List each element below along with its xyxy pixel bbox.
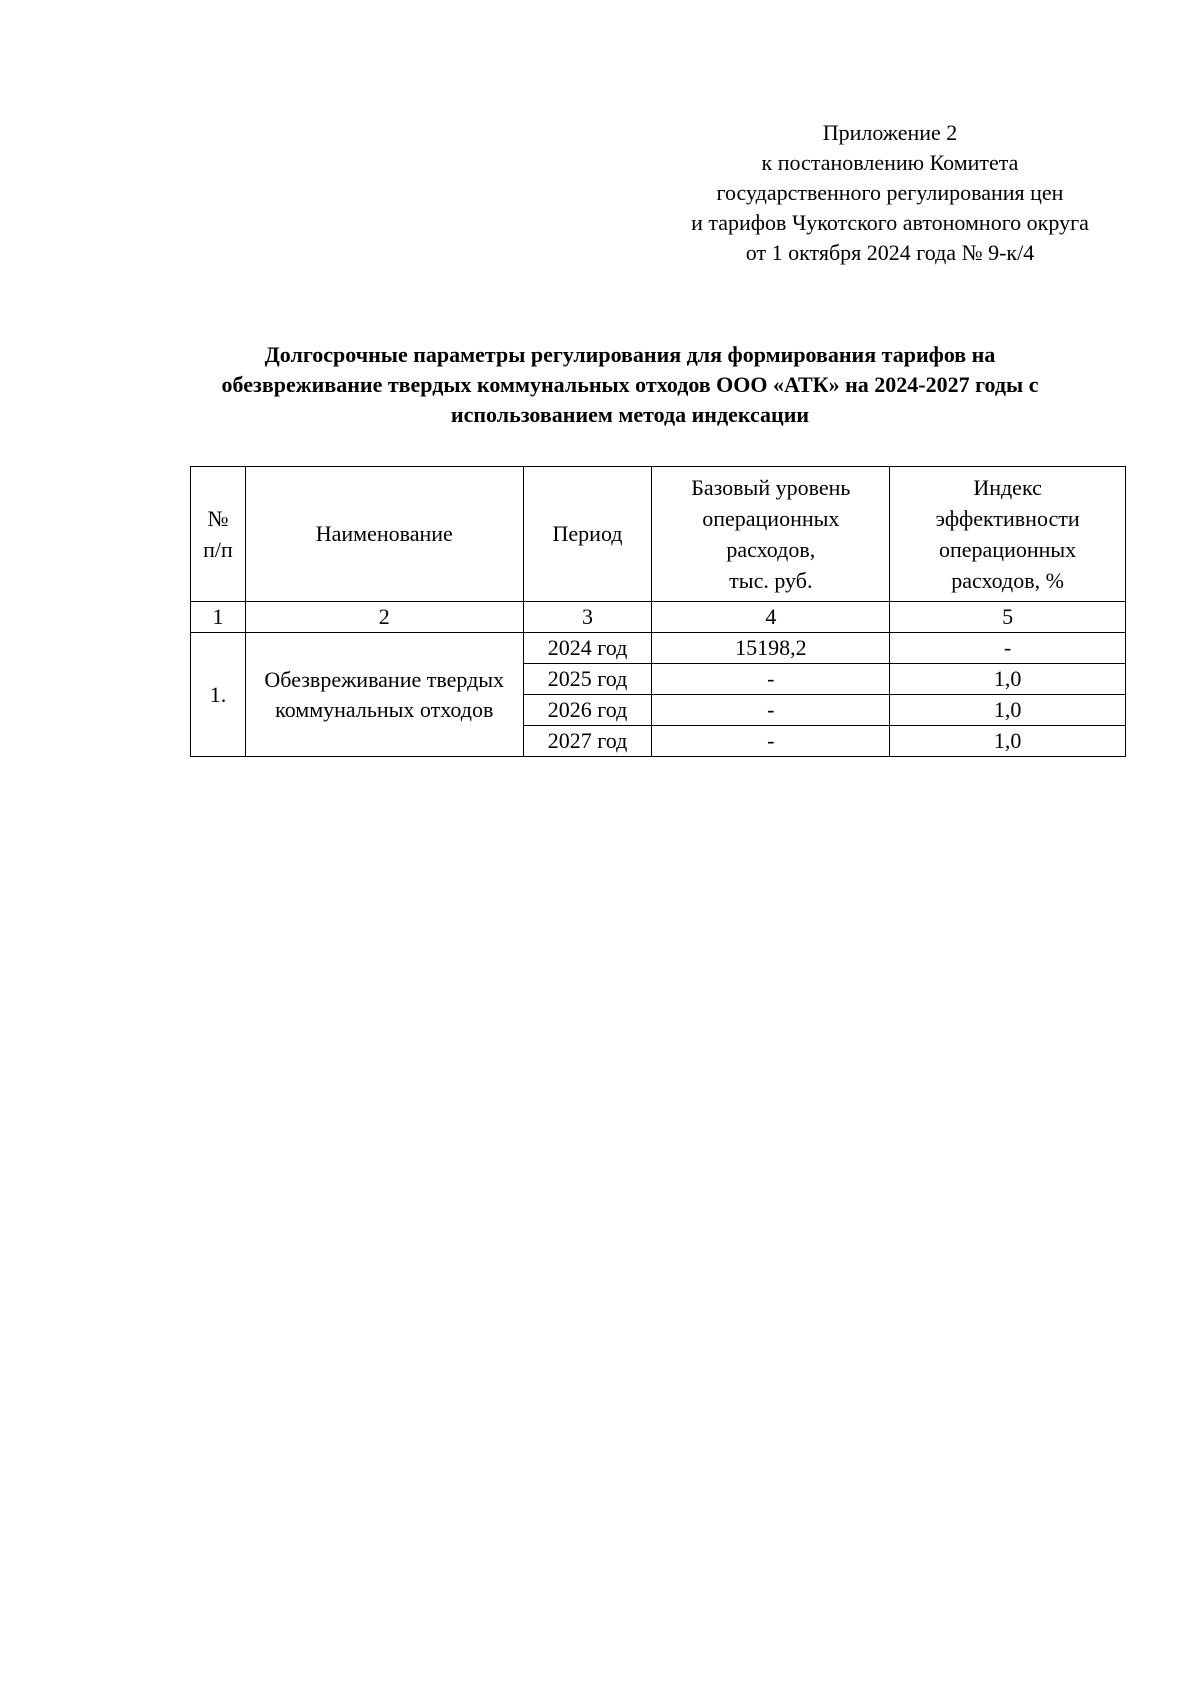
base-level-cell: -: [652, 726, 890, 757]
column-number: 3: [523, 602, 652, 633]
column-number: 4: [652, 602, 890, 633]
title-line: Долгосрочные параметры регулирования для формирования тарифов на: [264, 342, 996, 367]
appendix-header: [665, 118, 1115, 268]
table-row: [191, 633, 1126, 664]
appendix-line: к постановлению Комитета: [761, 150, 1019, 175]
period-cell: 2024 год: [523, 633, 652, 664]
parameters-table: [190, 466, 1126, 757]
base-level-cell: 15198,2: [652, 633, 890, 664]
item-name: Обезвреживание твердых коммунальных отходов: [245, 633, 523, 757]
column-number: 2: [245, 602, 523, 633]
appendix-line: Приложение 2: [822, 120, 958, 145]
appendix-line: и тарифов Чукотского автономного округа: [691, 210, 1089, 235]
period-cell: 2026 год: [523, 695, 652, 726]
column-number: 1: [191, 602, 246, 633]
period-cell: 2027 год: [523, 726, 652, 757]
appendix-line: государственного регулирования цен: [716, 180, 1064, 205]
column-number-row: [191, 602, 1126, 633]
efficiency-index-cell: 1,0: [890, 664, 1126, 695]
column-number: 5: [890, 602, 1126, 633]
table-header-row: [191, 467, 1126, 602]
efficiency-index-cell: 1,0: [890, 726, 1126, 757]
header-base-level: Базовый уровень операционных расходов, тыс. руб.: [652, 467, 890, 602]
header-num: № п/п: [191, 467, 246, 602]
document-title: [150, 340, 1110, 430]
base-level-cell: -: [652, 664, 890, 695]
title-line: обезвреживание твердых коммунальных отходов ООО «АТК» на 2024-2027 годы с: [221, 372, 1039, 397]
base-level-cell: -: [652, 695, 890, 726]
efficiency-index-cell: 1,0: [890, 695, 1126, 726]
item-number: 1.: [191, 633, 246, 757]
efficiency-index-cell: -: [890, 633, 1126, 664]
header-efficiency-index: Индекс эффективности операционных расходов, %: [890, 467, 1126, 602]
title-line: использованием метода индексации: [450, 402, 810, 427]
header-period: Период: [523, 467, 652, 602]
appendix-line: от 1 октября 2024 года № 9-к/4: [745, 240, 1035, 265]
period-cell: 2025 год: [523, 664, 652, 695]
header-name: Наименование: [245, 467, 523, 602]
